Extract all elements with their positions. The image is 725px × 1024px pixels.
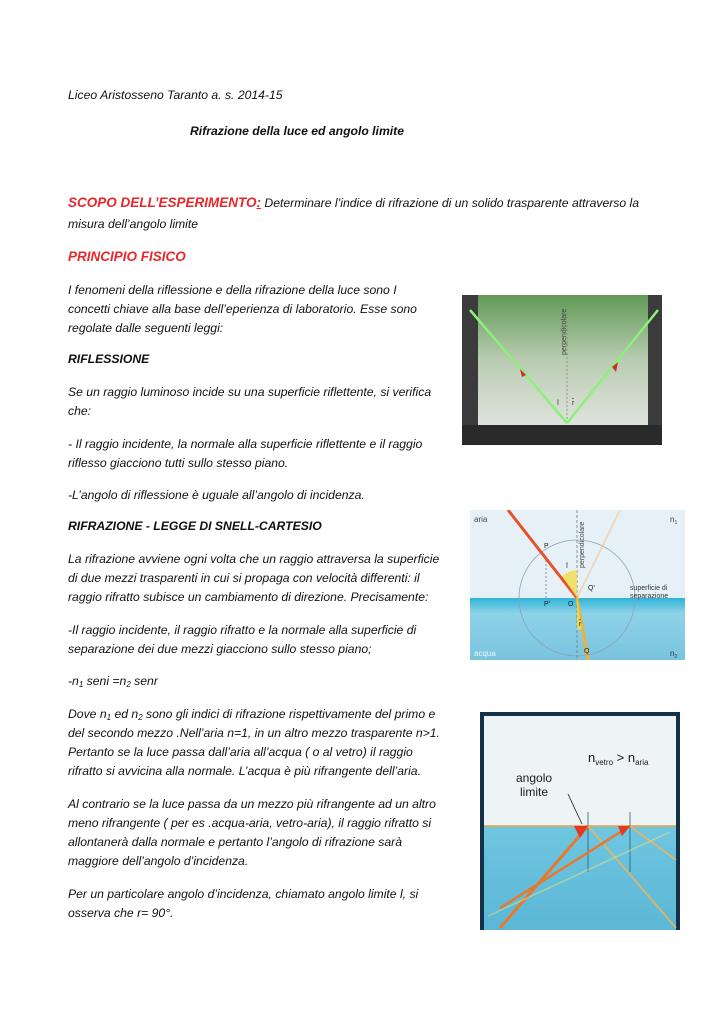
snell-formula: [68, 673, 158, 693]
rifrazione-p2-line-2: separazione dei due mezzi giacciono sullo stesso piano;: [68, 642, 372, 656]
rifrazione-p3-line-4: rifratto si avvicina alla normale. L’acqua è più rifrangente dell’aria.: [68, 764, 421, 778]
perpendicolare-label: perpendicolare: [561, 308, 568, 355]
intro-line-1: I fenomeni della riflessione e della rifrazione della luce sono I: [68, 283, 397, 297]
formula-sub: 2: [126, 680, 131, 689]
formula-part: seni =n: [83, 674, 127, 688]
gt-n: > n: [613, 750, 636, 765]
perpendicolare-label: perpendicolare: [579, 521, 586, 568]
text-sub: 2: [138, 713, 143, 722]
n-sub: 2: [674, 654, 678, 660]
rifrazione-p4-line-3: allontanerà dalla normale e pertanto l’angolo di rifrazione sarà: [68, 835, 403, 849]
scopo-text-2: misura dell’angolo limite: [68, 217, 199, 231]
rifrazione-p3-line-1: [68, 706, 435, 726]
reflection-photo: [462, 295, 662, 445]
rifrazione-p4-line-4: maggiore dell’angolo d’incidenza.: [68, 854, 249, 868]
intro-line-3: regolate dalle seguenti leggi:: [68, 321, 224, 335]
aria-sub: aria: [635, 758, 649, 767]
superficie-label-1: superficie di: [630, 585, 668, 592]
rifrazione-p1-line-1: La rifrazione avviene ogni volta che un raggio attraversa la superficie: [68, 552, 440, 566]
formula-sub: 1: [78, 680, 84, 689]
angle-i-label: î: [566, 563, 568, 570]
point-o-label: O: [568, 601, 574, 608]
rifrazione-p2-line-1: -Il raggio incidente, il raggio rifratto e la normale alla superficie di: [68, 623, 417, 637]
rifrazione-p3-line-3: Pertanto se la luce passa dall’aria all’acqua ( o al vetro) il raggio: [68, 745, 413, 759]
photo-base: [462, 425, 662, 445]
scopo-text-1: Determinare l’indice di rifrazione di un solido trasparente attraverso la: [261, 196, 640, 210]
angolo-label: angolo: [516, 771, 553, 785]
aria-label: aria: [474, 515, 488, 524]
rifrazione-heading: RIFRAZIONE - LEGGE DI SNELL-CARTESIO: [68, 519, 322, 533]
vetro-sub: vetro: [595, 758, 614, 767]
riflessione-p2-line-2: riflesso giacciono tutti sullo stesso piano.: [68, 456, 289, 470]
n-letter: n: [670, 515, 675, 524]
riflessione-p1-line-1: Se un raggio luminoso incide su una superficie riflettente, si verifica: [68, 385, 432, 399]
intro-line-2: concetti chiave alla base dell’eperienza di laboratorio. Esse sono: [68, 302, 417, 316]
superficie-label-2: separazione: [630, 593, 669, 600]
point-pp-label: P': [544, 601, 551, 608]
rifrazione-p3-line-2: del secondo mezzo .Nell’aria n=1, in un altro mezzo trasparente n>1.: [68, 726, 440, 740]
riflessione-heading: RIFLESSIONE: [68, 352, 150, 366]
riflessione-p2-line-1: - Il raggio incidente, la normale alla superficie riflettente e il raggio: [68, 437, 423, 451]
document-title: Rifrazione della luce ed angolo limite: [190, 124, 405, 138]
acqua-label: acqua: [474, 649, 496, 658]
principio-heading: PRINCIPIO FISICO: [68, 249, 186, 264]
text-part: sono gli indici di rifrazione rispettivamente del primo e: [142, 707, 436, 721]
rifrazione-p1-line-2: di due mezzi trasparenti in cui si propaga con velocità differenti: il: [68, 571, 420, 585]
formula-part: -n: [68, 674, 79, 688]
n-letter: n: [588, 750, 596, 765]
rifrazione-p1-line-3: raggio rifratto subisce un cambiamento di direzione. Precisamente:: [68, 590, 429, 604]
n-letter: n: [670, 649, 675, 658]
riflessione-p1-line-2: che:: [68, 404, 92, 418]
angle-i-label: î: [557, 400, 559, 407]
point-qp-label: Q': [588, 585, 595, 592]
air-region: [484, 716, 676, 826]
angle-r-label: r̂: [572, 400, 575, 407]
text-sub: 1: [106, 713, 112, 722]
rifrazione-p5-line-2: osserva che r= 90°.: [68, 906, 174, 920]
scopo-colon: :: [256, 195, 262, 210]
text-part: Dove n: [68, 707, 107, 721]
angle-r-label: r̂: [579, 621, 582, 628]
formula-part: senr: [130, 674, 158, 688]
point-p-label: P: [544, 543, 549, 550]
rifrazione-p5-line-1: Per un particolare angolo d’incidenza, chiamato angolo limite l, si: [68, 887, 419, 901]
limite-label: limite: [520, 785, 549, 799]
scopo-heading: SCOPO DELL’ESPERIMENTO: [68, 195, 257, 210]
n-sub: 1: [674, 520, 678, 526]
rifrazione-p4-line-1: Al contrario se la luce passa da un mezzo più rifrangente ad un altro: [68, 797, 436, 811]
text-part: ed n: [111, 707, 139, 721]
rifrazione-p4-line-2: meno rifrangente ( per es .acqua-aria, vetro-aria), il raggio rifratto si: [68, 816, 432, 830]
riflessione-p3: -L’angolo di riflessione è uguale all’angolo di incidenza.: [68, 488, 365, 502]
critical-angle-diagram: [480, 712, 680, 930]
school-header: Liceo Aristosseno Taranto a. s. 2014-15: [68, 88, 283, 102]
point-q-label: Q: [584, 648, 590, 655]
scopo-line-1: [68, 195, 639, 211]
refraction-diagram: [470, 510, 685, 660]
